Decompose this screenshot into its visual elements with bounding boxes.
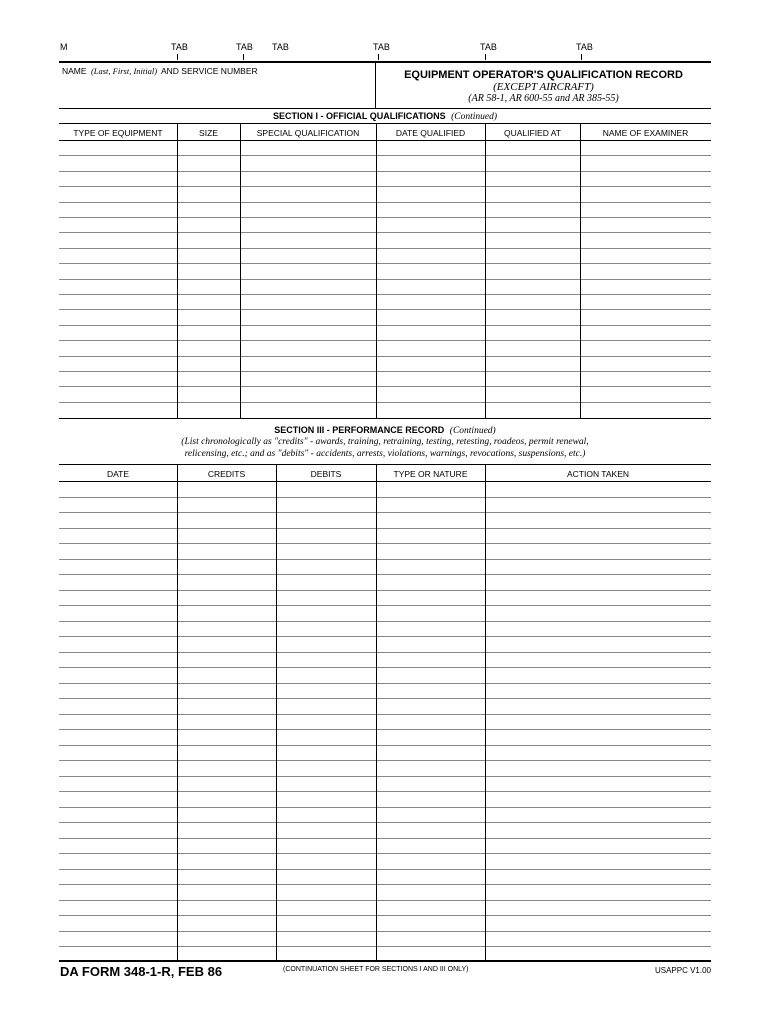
table-row[interactable] [59, 386, 711, 387]
form-version: USAPPC V1.00 [654, 966, 711, 975]
tab-tick [581, 54, 582, 60]
header-separator [59, 481, 711, 482]
column-header-date-qualified: DATE QUALIFIED [395, 128, 466, 138]
table-row[interactable] [59, 559, 711, 560]
table-row[interactable] [59, 248, 711, 249]
name-input-area[interactable] [62, 78, 372, 106]
section1-note: (Continued) [451, 112, 498, 122]
table-row[interactable] [59, 356, 711, 357]
column-divider [580, 123, 581, 418]
section1-bottom-rule [59, 418, 711, 419]
column-header-qualified-at: QUALIFIED AT [504, 128, 561, 138]
name-field-label [62, 66, 258, 76]
tab-marker: TAB [373, 42, 390, 52]
column-header-size: SIZE [199, 128, 218, 138]
name-label: NAME [62, 66, 87, 76]
table-row[interactable] [59, 853, 711, 854]
section1-top-rule [59, 123, 711, 124]
table-row[interactable] [59, 652, 711, 653]
section3-note: (Continued) [449, 426, 496, 436]
table-row[interactable] [59, 760, 711, 761]
section1-heading [59, 111, 711, 122]
table-row[interactable] [59, 683, 711, 684]
column-divider [177, 464, 178, 960]
header-rule [59, 61, 711, 63]
section3-instructions-1: (List chronologically as "credits" - awards, training, retraining, testing, retesting, roadeos, permit renewal, [181, 437, 589, 447]
form-title: EQUIPMENT OPERATOR'S QUALIFICATION RECORD [404, 69, 683, 81]
tab-tick [378, 54, 379, 60]
table-row[interactable] [59, 745, 711, 746]
column-divider [485, 123, 486, 418]
section3-instructions-2: relicensing, etc.; and as "debits" - accidents, arrests, violations, warnings, revocations, suspensions, etc.) [184, 449, 586, 459]
section1-title: SECTION I - OFFICIAL QUALIFICATIONS [272, 111, 446, 121]
tab-tick [243, 54, 244, 60]
table-row[interactable] [59, 915, 711, 916]
table-row[interactable] [59, 171, 711, 172]
table-row[interactable] [59, 402, 711, 403]
table-row[interactable] [59, 869, 711, 870]
table-row[interactable] [59, 698, 711, 699]
column-header-date: DATE [106, 469, 130, 479]
column-header-action-taken: ACTION TAKEN [566, 469, 630, 479]
table-row[interactable] [59, 838, 711, 839]
tab-tick [177, 54, 178, 60]
table-row[interactable] [59, 340, 711, 341]
table-row[interactable] [59, 543, 711, 544]
table-row[interactable] [59, 931, 711, 932]
table-row[interactable] [59, 309, 711, 310]
column-header-credits: CREDITS [207, 469, 246, 479]
table-row[interactable] [59, 497, 711, 498]
table-row[interactable] [59, 590, 711, 591]
column-divider [276, 464, 277, 960]
tab-tick [485, 54, 486, 60]
title-bottom-rule [59, 108, 711, 109]
section3-title: SECTION III - PERFORMANCE RECORD [274, 425, 445, 435]
column-header-debits: DEBITS [310, 469, 342, 479]
table-row[interactable] [59, 325, 711, 326]
column-header-special-qualification: SPECIAL QUALIFICATION [256, 128, 360, 138]
table-row[interactable] [59, 217, 711, 218]
table-row[interactable] [59, 776, 711, 777]
continuation-note: (CONTINUATION SHEET FOR SECTIONS I AND III ONLY) [283, 966, 469, 973]
column-header-name-of-examiner: NAME OF EXAMINER [602, 128, 689, 138]
table-row[interactable] [59, 807, 711, 808]
table-row[interactable] [59, 371, 711, 372]
table-row[interactable] [59, 512, 711, 513]
form-subtitle: (EXCEPT AIRCRAFT) [493, 81, 594, 93]
table-row[interactable] [59, 186, 711, 187]
column-divider [177, 123, 178, 418]
column-divider [485, 464, 486, 960]
name-suffix: AND SERVICE NUMBER [160, 66, 258, 76]
table-row[interactable] [59, 822, 711, 823]
column-divider [240, 123, 241, 418]
table-row[interactable] [59, 621, 711, 622]
table-row[interactable] [59, 574, 711, 575]
margin-marker: M [60, 42, 68, 52]
table-row[interactable] [59, 900, 711, 901]
table-row[interactable] [59, 528, 711, 529]
table-row[interactable] [59, 279, 711, 280]
header-separator [59, 140, 711, 141]
column-header-type-or-nature: TYPE OR NATURE [393, 469, 468, 479]
table-row[interactable] [59, 232, 711, 233]
footer-rule [59, 960, 711, 962]
form-number: DA FORM 348-1-R, FEB 86 [60, 964, 223, 979]
table-row[interactable] [59, 667, 711, 668]
form-references: (AR 58-1, AR 600-55 and AR 385-55) [468, 93, 619, 104]
tab-marker: TAB [480, 42, 497, 52]
table-row[interactable] [59, 946, 711, 947]
tab-marker: TAB [236, 42, 253, 52]
column-header-type-of-equipment: TYPE OF EQUIPMENT [73, 128, 163, 138]
table-row[interactable] [59, 202, 711, 203]
table-row[interactable] [59, 155, 711, 156]
table-row[interactable] [59, 884, 711, 885]
name-hint: (Last, First, Initial) [90, 66, 158, 76]
table-row[interactable] [59, 605, 711, 606]
tab-marker: TAB [171, 42, 188, 52]
tab-marker: TAB [272, 42, 289, 52]
table-row[interactable] [59, 294, 711, 295]
table-row[interactable] [59, 729, 711, 730]
table-row[interactable] [59, 636, 711, 637]
section3-top-rule [59, 464, 711, 465]
table-row[interactable] [59, 263, 711, 264]
section3-heading [59, 425, 711, 436]
tab-marker: TAB [576, 42, 593, 52]
table-row[interactable] [59, 791, 711, 792]
table-row[interactable] [59, 714, 711, 715]
column-divider [376, 464, 377, 960]
column-divider [376, 123, 377, 418]
